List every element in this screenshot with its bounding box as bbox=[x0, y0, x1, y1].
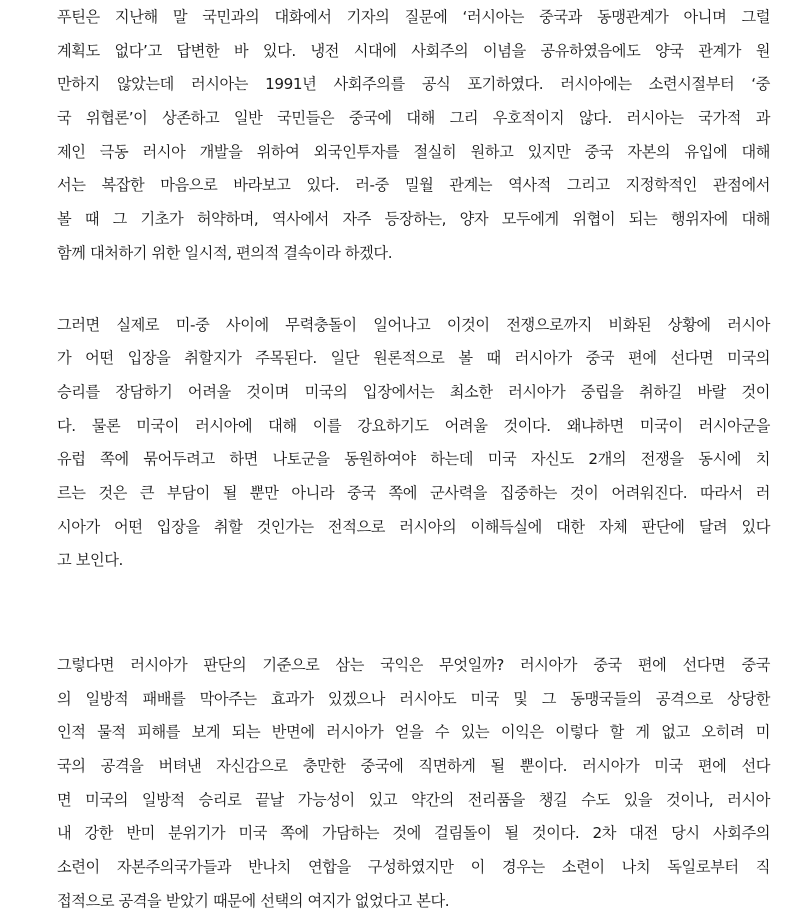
text-line: 함께 대처하기 위한 일시적, 편의적 결속이라 하겠다. bbox=[57, 243, 393, 262]
text-line: 고 보인다. bbox=[57, 551, 123, 570]
text-line: 푸틴은 지난해 말 국민과의 대화에서 기자의 질문에 ‘러시아는 중국과 동맹관계가 아니며 그럴 bbox=[57, 8, 770, 26]
text-line: 제인 극동 러시아 개발을 위하여 외국인투자를 절실히 원하고 있지만 중국 자본의 유입에 대해 bbox=[57, 142, 770, 161]
text-line: 계획도 없다’고 답변한 바 있다. 냉전 시대에 사회주의 이념을 공유하였음에도 양국 관계가 원 bbox=[57, 41, 770, 60]
text-line: 시아가 어떤 입장을 취할 것인가는 전적으로 러시아의 이해득실에 대한 자체 판단에 달려 있다 bbox=[57, 517, 770, 536]
text-line: 인적 물적 피해를 보게 되는 반면에 러시아가 얻을 수 있는 이익은 이렇다 할 게 없고 오히려 미 bbox=[57, 723, 770, 742]
text-line: 만하지 않았는데 러시아는 1991년 사회주의를 공식 포기하였다. 러시아에는 소련시절부터 ‘중 bbox=[57, 75, 770, 94]
text-line: 그러면 실제로 미-중 사이에 무력충돌이 일어나고 이것이 전쟁으로까지 비화된 상황에 러시아 bbox=[57, 315, 770, 334]
text-line: 승리를 장담하기 어려울 것이며 미국의 입장에서는 최소한 러시아가 중립을 취하길 바랄 것이 bbox=[57, 382, 770, 401]
text-line: 접적으로 공격을 받았기 때문에 선택의 여지가 없었다고 본다. bbox=[57, 891, 450, 910]
text-line: 가 어떤 입장을 취할지가 주목된다. 일단 원론적으로 볼 때 러시아가 중국 편에 선다면 미국의 bbox=[57, 349, 770, 368]
text-line: 의 일방적 패배를 막아주는 효과가 있겠으나 러시아도 미국 및 그 동맹국들의 공격으로 상당한 bbox=[57, 689, 770, 708]
paragraph-spacer bbox=[57, 578, 770, 649]
text-line: 르는 것은 큰 부담이 될 뿐만 아니라 중국 쪽에 군사력을 집중하는 것이 어려워진다. 따라서 러 bbox=[57, 483, 770, 502]
text-line: 그렇다면 러시아가 판단의 기준으로 삼는 국익은 무엇일까? 러시아가 중국 편에 선다면 중국 bbox=[57, 656, 770, 674]
paragraph-spacer bbox=[57, 271, 770, 309]
paragraph-1 bbox=[57, 0, 770, 271]
text-line: 국의 공격을 버텨낸 자신감으로 충만한 중국에 직면하게 될 뿐이다. 러시아가 미국 편에 선다 bbox=[57, 757, 770, 776]
paragraph-3 bbox=[57, 649, 770, 919]
document-body bbox=[57, 0, 770, 919]
text-line: 소련이 자본주의국가들과 반나치 연합을 구성하였지만 이 경우는 소련이 나치 독일로부터 직 bbox=[57, 858, 770, 877]
paragraph-2 bbox=[57, 309, 770, 579]
text-line: 서는 복잡한 마음으로 바라보고 있다. 러-중 밀월 관계는 역사적 그리고 지정학적인 관점에서 bbox=[57, 176, 770, 195]
text-line: 면 미국의 일방적 승리로 끝날 가능성이 있고 약간의 전리품을 챙길 수도 있을 것이나, 러시아 bbox=[57, 790, 770, 809]
text-line: 다. 물론 미국이 러시아에 대해 이를 강요하기도 어려울 것이다. 왜냐하면 미국이 러시아군을 bbox=[57, 416, 770, 435]
text-line: 내 강한 반미 분위기가 미국 쪽에 가담하는 것에 걸림돌이 될 것이다. 2차 대전 당시 사회주의 bbox=[57, 824, 770, 843]
text-line: 유럽 쪽에 묶어두려고 하면 나토군을 동원하여야 하는데 미국 자신도 2개의 전쟁을 동시에 치 bbox=[57, 450, 770, 469]
text-line: 볼 때 그 기초가 허약하며, 역사에서 자주 등장하는, 양자 모두에게 위협이 되는 행위자에 대해 bbox=[57, 210, 770, 229]
text-line: 국 위협론’이 상존하고 일반 국민들은 중국에 대해 그리 우호적이지 않다. 러시아는 국가적 과 bbox=[57, 109, 770, 128]
